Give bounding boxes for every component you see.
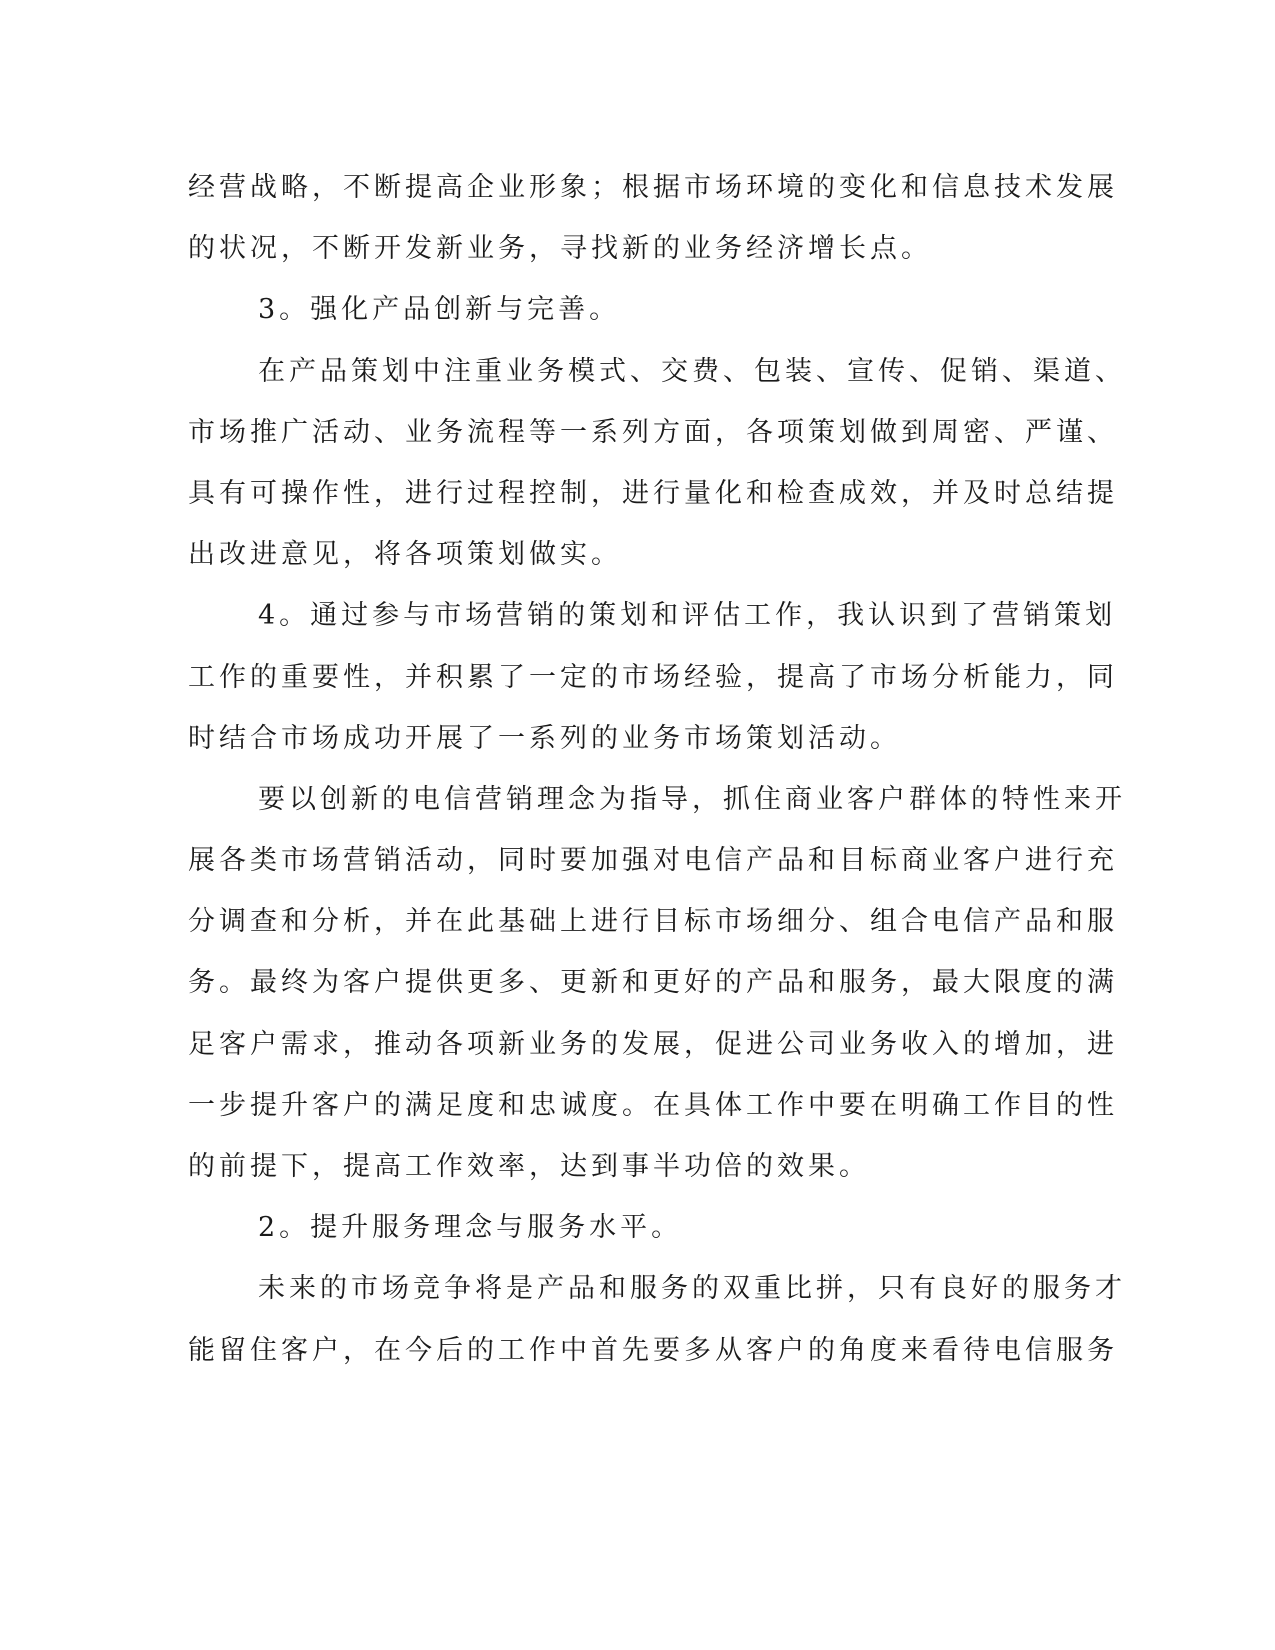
document-body <box>188 157 1126 1381</box>
text-line: 务。最终为客户提供更多、更新和更好的产品和服务，最大限度的满 <box>188 967 1118 999</box>
text-line: 工作的重要性，并积累了一定的市场经验，提高了市场分析能力，同 <box>188 661 1118 693</box>
section-heading: 2。提升服务理念与服务水平。 <box>258 1212 683 1244</box>
text-line: 经营战略，不断提高企业形象；根据市场环境的变化和信息技术发展 <box>188 172 1118 203</box>
text-line: 的状况，不断开发新业务，寻找新的业务经济增长点。 <box>188 233 932 265</box>
text-line: 要以创新的电信营销理念为指导，抓住商业客户群体的特性来开 <box>258 783 1126 815</box>
text-line: 展各类市场营销活动，同时要加强对电信产品和目标商业客户进行充 <box>188 845 1118 877</box>
text-line: 时结合市场成功开展了一系列的业务市场策划活动。 <box>188 722 901 754</box>
text-line: 市场推广活动、业务流程等一系列方面，各项策划做到周密、严谨、 <box>188 416 1118 448</box>
text-line: 一步提升客户的满足度和忠诚度。在具体工作中要在明确工作目的性 <box>188 1089 1118 1121</box>
text-line: 的前提下，提高工作效率，达到事半功倍的效果。 <box>188 1151 870 1182</box>
text-line: 足客户需求，推动各项新业务的发展，促进公司业务收入的增加，进 <box>188 1028 1118 1060</box>
text-line: 未来的市场竞争将是产品和服务的双重比拼，只有良好的服务才 <box>258 1273 1126 1305</box>
text-line: 4。通过参与市场营销的策划和评估工作，我认识到了营销策划 <box>258 600 1117 632</box>
text-line: 在产品策划中注重业务模式、交费、包装、宣传、促销、渠道、 <box>258 355 1126 387</box>
text-line: 出改进意见，将各项策划做实。 <box>188 539 622 571</box>
text-line: 具有可操作性，进行过程控制，进行量化和检查成效，并及时总结提 <box>188 477 1118 509</box>
section-heading: 3。强化产品创新与完善。 <box>258 294 621 326</box>
text-line: 分调查和分析，并在此基础上进行目标市场细分、组合电信产品和服 <box>188 906 1118 938</box>
text-line: 能留住客户，在今后的工作中首先要多从客户的角度来看待电信服务 <box>188 1334 1118 1366</box>
